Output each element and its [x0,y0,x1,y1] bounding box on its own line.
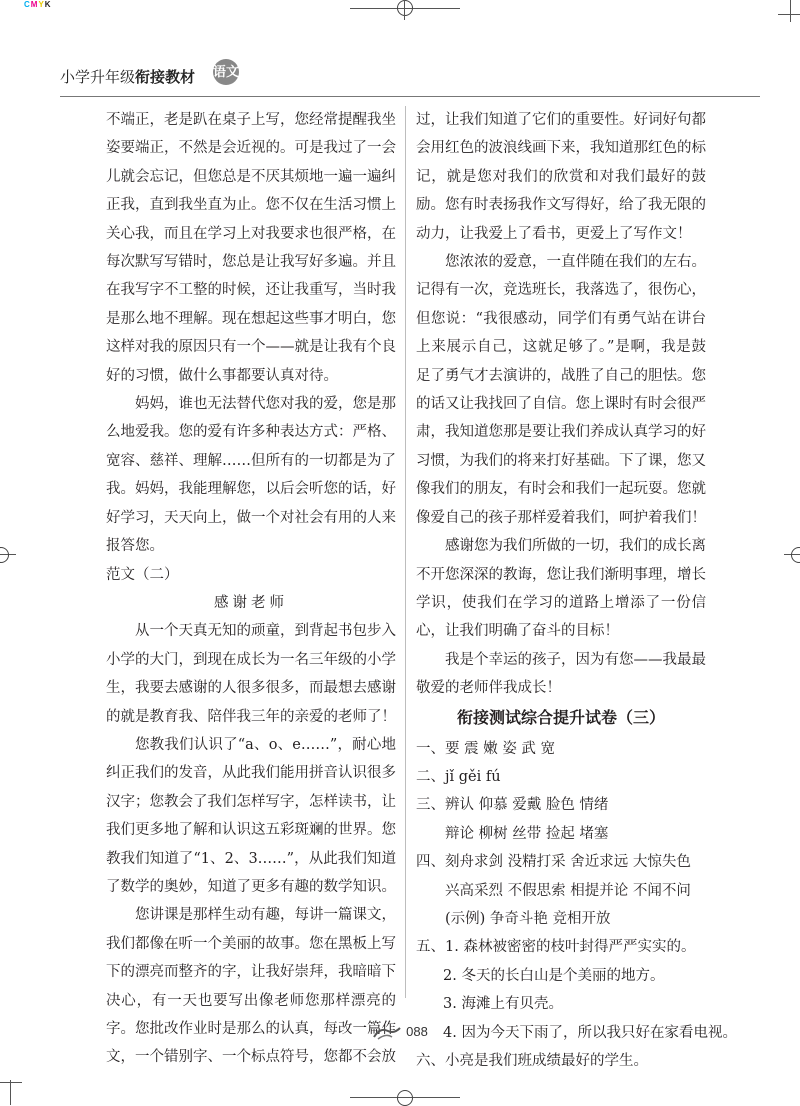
answer-line: (示例) 争奇斗艳 竞相开放 [445,910,611,927]
paragraph: 我是个幸运的孩子，因为有您——我最最敬爱的老师伴我成长！ [416,651,706,697]
crop-mark [0,1082,22,1083]
page-ornament-icon [372,1025,402,1041]
book-title-bold: 衔接教材 [135,69,196,86]
paragraph: 从一个天真无知的顽童，到背起书包步入小学的大门，到现在成长为一名三年级的小学生，我要去感谢的人很多很多，而最想去感谢的就是教育我、陪伴我三年的亲爱的老师了！ [106,623,396,725]
subject-badge: 语文 [213,59,239,85]
answer-line: 2. 冬天的长白山是个美丽的地方。 [443,967,665,984]
paragraph: 您教我们认识了“a、o、e……”，耐心地纠正我们的发音，从此我们能用拼音认识很多汉字；您教会了我们怎样写字，怎样读书，让我们更多地了解和认识这五彩斑斓的世界。您教我们知道了“1、2、3……”，从此我们知道了数学的奥妙，知道了更多有趣的数学知识。 [106,736,396,895]
answer-section-title: 衔接测试综合提升试卷（三） [456,709,665,727]
crop-mark [404,0,405,20]
book-title [60,66,195,87]
answer-line: 五、1. 森林被密密的枝叶封得严严实实的。 [416,939,696,956]
paragraph: 不端正，老是趴在桌子上写，您经常提醒我坐姿要端正，不然是会近视的。可是我过了一会儿就会忘记，但您总是不厌其烦地一遍一遍纠正我，直到我坐直为止。您不仅在生活习惯上关心我，而且在学习上对我要求也很严格，在每次默写写错时，您总是让我写好多遍。并且在我写字不工整的时候，还让我重写，当时我是那么地不理解。现在想起这些事才明白，您这样对我的原因只有一个——就是让我有个良好的习惯，做什么事都要认真对待。 [106,112,396,384]
answer-line: 二、jǐ gěi fú [416,768,501,785]
answer-line: 一、要 震 嫩 姿 武 宽 [416,740,556,757]
left-column [106,106,396,1072]
print-color-marks: CMYK [24,0,52,9]
page-number: 088 [406,1024,428,1039]
answer-line: 辩论 柳树 丝带 捡起 堵塞 [445,825,609,842]
right-column [416,106,737,1075]
column-divider [405,106,406,998]
crop-mark [790,0,791,22]
answer-line: 4. 因为今天下雨了，所以我只好在家看电视。 [443,1024,737,1041]
paragraph: 过，让我们知道了它们的重要性。好词好句都会用红色的波浪线画下来，我知道那红色的标记，就是您对我们的欣赏和对我们最好的鼓励。您有时表扬我作文写得好，给了我无限的动力，让我爱上了看书，更爱上了写作文！ [416,112,706,242]
answer-line: 四、刻舟求剑 没精打采 舍近求远 大惊失色 [416,854,691,871]
crop-mark [10,1080,11,1105]
paragraph: 范文（二） [106,566,179,583]
registration-mark-top [397,0,413,16]
paragraph: 妈妈，谁也无法替代您对我的爱，您是那么地爱我。您的爱有许多种表达方式：严格、宽容、慈祥、理解……但所有的一切都是为了我。妈妈，我能理解您，以后会听您的话，好好学习，天天向上，做一个对社会有用的人来报答您。 [106,396,396,555]
registration-mark-left [0,547,9,563]
paragraph: 您讲课是那样生动有趣，每讲一篇课文，我们都像在听一个美丽的故事。您在黑板上写下的漂亮而整齐的字，让我好崇拜，我暗暗下决心，有一天也要写出像老师您那样漂亮的字。您批改作业时是那么的认真，每改一篇作文，一个错别字、一个标点符号，您都不会放 [106,907,396,1066]
crop-mark [778,14,800,15]
essay-continuation [416,106,706,703]
answer-line: 3. 海滩上有贝壳。 [443,996,563,1013]
answer-line: 三、辨认 仰慕 爱戴 脸色 情绪 [416,797,609,814]
page-header [60,54,760,96]
header-rule [60,96,760,97]
paragraph: 感谢您为我们所做的一切，我们的成长离不开您深深的教诲，您让我们渐明事理，增长学识，使我们在学习的道路上增添了一份信心，让我们明确了奋斗的目标！ [416,538,706,640]
registration-mark-right [791,547,800,563]
essay-title: 感谢老师 [214,594,288,611]
page-footer [0,1024,800,1041]
book-title-plain: 小学升年级 [60,69,136,86]
answer-line: 六、小亮是我们班成绩最好的学生。 [416,1053,648,1069]
answer-line: 兴高采烈 不假思索 相提并论 不闻不问 [445,882,691,899]
registration-mark-bottom [397,1090,413,1106]
paragraph: 您浓浓的爱意，一直伴随在我们的左右。记得有一次，竞选班长，我落选了，很伤心，但您说：“我很感动，同学们有勇气站在讲台上来展示自己，这就足够了。”是啊，我是鼓足了勇气才去演讲的，战胜了自己的胆怯。您的话又让我找回了自信。您上课时有时会很严肃，我知道您那是要让我们养成认真学习的好习惯，为我们的将来打好基础。下了课，您又像我们的朋友，有时会和我们一起玩耍。您就像爱自己的孩子那样爱着我们，呵护着我们！ [416,254,706,526]
